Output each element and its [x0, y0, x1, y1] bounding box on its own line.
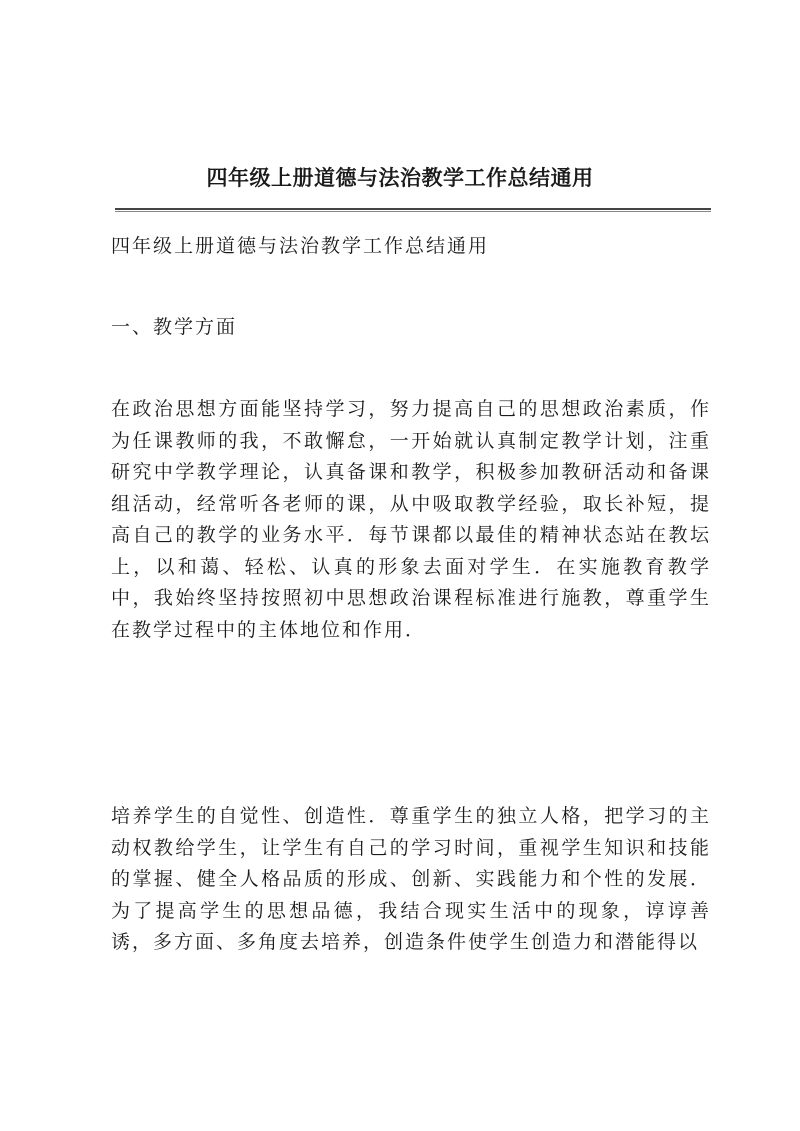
document-subtitle: 四年级上册道德与法治教学工作总结通用	[111, 235, 490, 257]
title-divider	[115, 208, 711, 212]
section-heading: 一、教学方面	[111, 316, 238, 338]
body-paragraph-1: 在政治思想方面能坚持学习，努力提高自己的思想政治素质，作为任课教师的我，不敢懈怠，一开始就认真制定教学计划，注重研究中学教学理论，认真备课和教学，积极参加教研活动和备课组活动，经常听各老师的课，从中吸取教学经验，取长补短，提高自己的教学的业务水平．每节课都以最佳的精神状态站在教坛上，以和蔼、轻松、认真的形象去面对学生．在实施教育教学中，我始终坚持按照初中思想政治课程标准进行施教，尊重学生在教学过程中的主体地位和作用．	[111, 398, 711, 641]
body-paragraph-2: 培养学生的自觉性、创造性．尊重学生的独立人格，把学习的主动权教给学生，让学生有自己的学习时间，重视学生知识和技能的掌握、健全人格品质的形成、创新、实践能力和个性的发展．为了提高学生的思想品德，我结合现实生活中的现象，谆谆善诱，多方面、多角度去培养，创造条件使学生创造力和潜能得以	[111, 805, 711, 953]
document-title: 四年级上册道德与法治教学工作总结通用	[206, 165, 594, 190]
